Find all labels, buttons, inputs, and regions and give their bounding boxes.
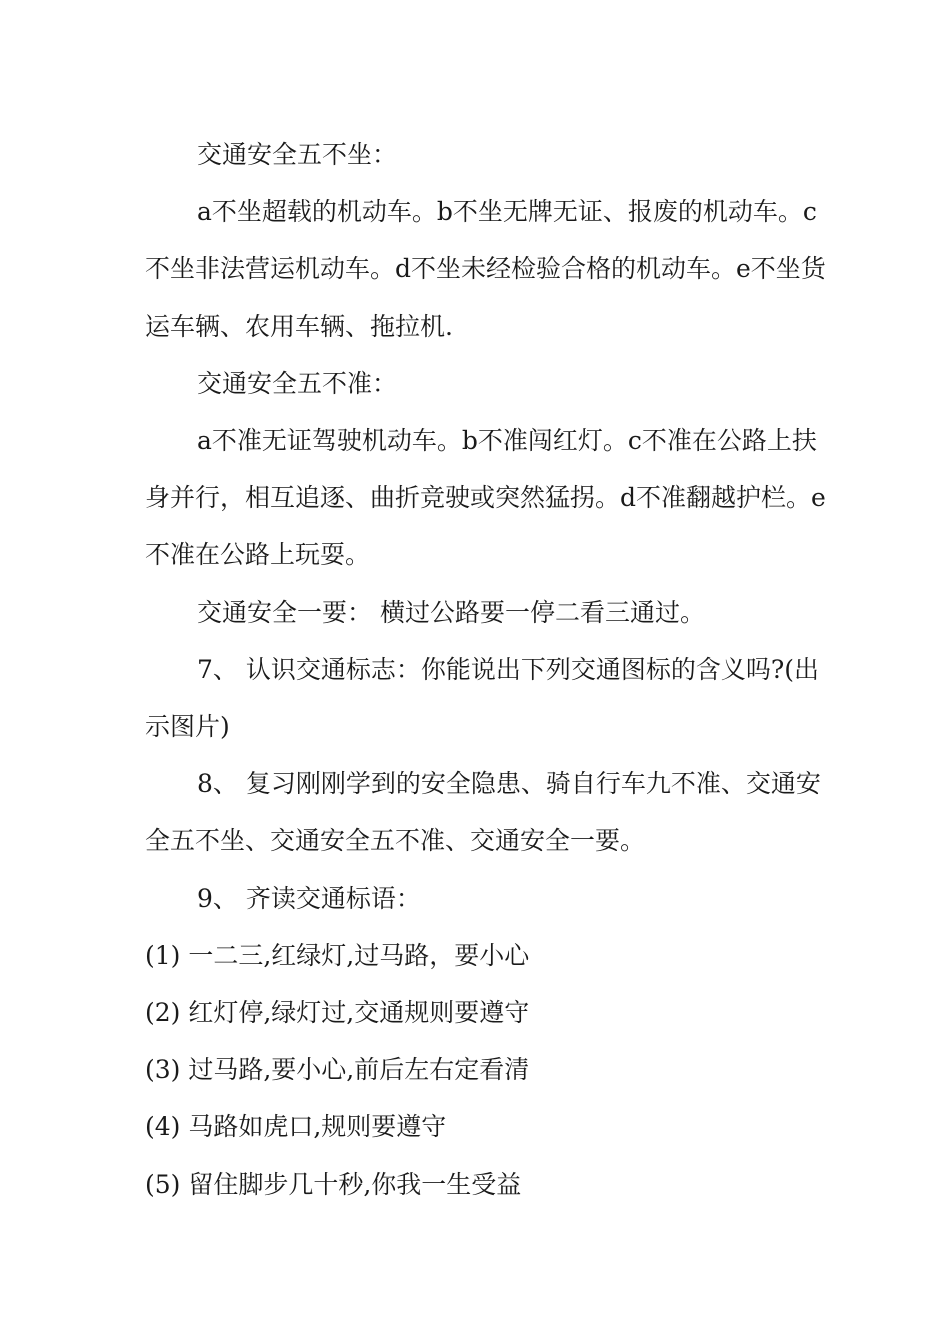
paragraph-step-8: 8、 复习刚刚学到的安全隐患、骑自行车九不准、交通安全五不坐、交通安全五不准、交通安全一要。 [145, 769, 821, 856]
paragraph-five-no-ride-rules: a不坐超载的机动车。b不坐无牌无证、报废的机动车。c不坐非法营运机动车。d不坐未经检验合格的机动车。e不坐货运车辆、农用车辆、拖拉机. [145, 197, 826, 341]
slogan-item-1: (1) 一二三,红绿灯,过马路，要小心 [145, 940, 530, 970]
document-body [145, 126, 835, 1213]
slogan-item-5: (5) 留住脚步几十秒,你我一生受益 [145, 1169, 522, 1199]
slogan-item-4: (4) 马路如虎口,规则要遵守 [145, 1112, 447, 1142]
slogan-item-2: (2) 红灯停,绿灯过,交通规则要遵守 [145, 998, 530, 1028]
paragraph-one-must: 交通安全一要： 横过公路要一停二看三通过。 [197, 597, 705, 627]
paragraph-step-7: 7、 认识交通标志：你能说出下列交通图标的含义吗?(出示图片) [145, 654, 820, 742]
paragraph-step-9: 9、 齐读交通标语： [197, 883, 421, 913]
slogan-item-3: (3) 过马路,要小心,前后左右定看清 [145, 1055, 530, 1085]
paragraph-five-no-allow-rules: a不准无证驾驶机动车。b不准闯红灯。c不准在公路上扶身并行，相互追逐、曲折竞驶或突然猛拐。d不准翻越护栏。e不准在公路上玩耍。 [145, 426, 826, 570]
heading-five-no-allow: 交通安全五不准： [197, 368, 398, 398]
heading-five-no-ride: 交通安全五不坐： [197, 140, 398, 169]
